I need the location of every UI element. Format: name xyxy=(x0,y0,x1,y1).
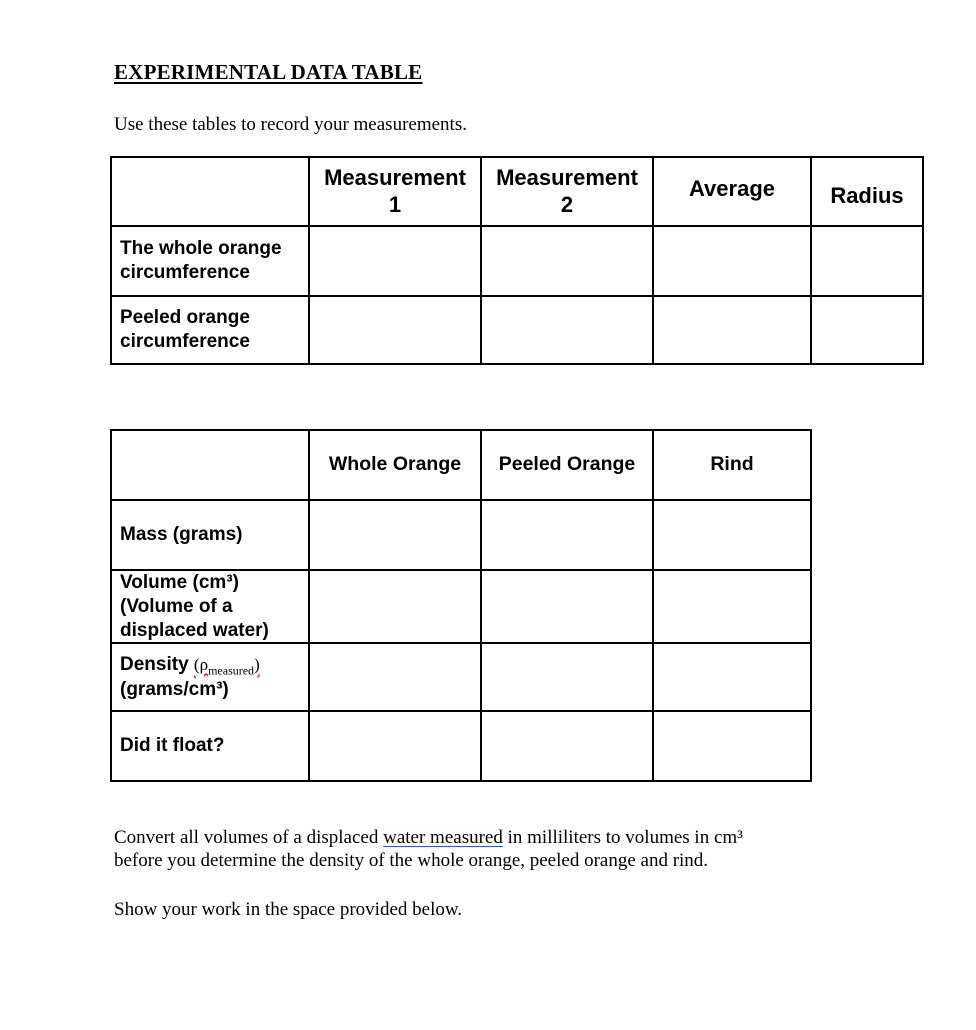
text-span: in milliliters to volumes in cm³ xyxy=(502,827,743,848)
show-work-text: Show your work in the space provided below. xyxy=(114,899,463,920)
entry-cell[interactable] xyxy=(653,711,811,781)
entry-cell[interactable] xyxy=(309,500,481,570)
label-text: displaced water) xyxy=(120,619,269,641)
entry-cell[interactable] xyxy=(653,643,811,711)
row-label-float: Did it float? xyxy=(111,711,309,781)
header-whole-orange: Whole Orange xyxy=(309,430,481,500)
entry-cell[interactable] xyxy=(309,296,481,364)
entry-cell[interactable] xyxy=(309,570,481,643)
label-text xyxy=(120,653,308,678)
entry-cell[interactable] xyxy=(481,711,653,781)
label-text: circumference xyxy=(120,262,250,283)
table-row xyxy=(111,570,811,643)
header-rind: Rind xyxy=(653,430,811,500)
row-label-whole-orange-circumference xyxy=(111,226,309,296)
header-text: Measurement xyxy=(496,165,638,191)
header-measurement-2 xyxy=(481,157,653,226)
circumference-table xyxy=(110,156,924,365)
label-text: (grams/cm³) xyxy=(120,679,229,701)
entry-cell[interactable] xyxy=(309,226,481,296)
convert-line-2: before you determine the density of the whole orange, peeled orange and rind. xyxy=(114,849,709,871)
density-word: Density xyxy=(120,653,189,675)
row-label-mass: Mass (grams) xyxy=(111,500,309,570)
text-span: Convert all volumes of a displaced xyxy=(114,827,384,848)
label-text: Volume (cm³) xyxy=(120,572,239,593)
header-blank-cell xyxy=(111,430,309,500)
entry-cell[interactable] xyxy=(481,570,653,643)
entry-cell[interactable] xyxy=(653,226,811,296)
entry-cell[interactable] xyxy=(309,711,481,781)
rho-subscript: measured xyxy=(208,663,255,678)
entry-cell[interactable] xyxy=(481,500,653,570)
entry-cell[interactable] xyxy=(811,296,923,364)
convert-line-1 xyxy=(114,827,743,850)
header-blank-cell xyxy=(111,157,309,226)
header-measurement-1 xyxy=(309,157,481,226)
row-label-volume xyxy=(111,570,309,643)
page-title: EXPERIMENTAL DATA TABLE xyxy=(114,60,423,84)
rho-symbol: ρ xyxy=(199,654,209,674)
header-text: 2 xyxy=(560,191,574,217)
density-table xyxy=(110,429,812,782)
entry-cell[interactable] xyxy=(481,643,653,711)
table-header-row xyxy=(111,157,923,226)
instruction-text: Use these tables to record your measurements. xyxy=(114,114,467,135)
entry-cell[interactable] xyxy=(309,643,481,711)
label-text: Peeled orange xyxy=(120,307,250,329)
label-text: circumference xyxy=(120,331,250,352)
table-row xyxy=(111,643,811,711)
row-label-density xyxy=(111,643,309,711)
entry-cell[interactable] xyxy=(811,226,923,296)
header-average: Average xyxy=(653,157,811,226)
table-row xyxy=(111,711,811,781)
entry-cell[interactable] xyxy=(481,226,653,296)
density-symbol: $(\rho_{measured})$ xyxy=(193,654,260,678)
underlined-text: water measured xyxy=(383,827,503,848)
table-header-row xyxy=(111,430,811,500)
header-text: Measurement xyxy=(324,165,466,191)
header-radius: Radius xyxy=(811,157,923,226)
table-row xyxy=(111,500,811,570)
row-label-peeled-orange-circumference xyxy=(111,296,309,364)
label-text: The whole orange xyxy=(120,238,282,260)
entry-cell[interactable] xyxy=(653,296,811,364)
header-text: 1 xyxy=(388,191,402,217)
table-row xyxy=(111,296,923,364)
table-row xyxy=(111,226,923,296)
convert-instructions xyxy=(114,827,743,873)
entry-cell[interactable] xyxy=(653,500,811,570)
label-text: (Volume of a xyxy=(120,595,233,617)
entry-cell[interactable] xyxy=(653,570,811,643)
header-peeled-orange: Peeled Orange xyxy=(481,430,653,500)
entry-cell[interactable] xyxy=(481,296,653,364)
